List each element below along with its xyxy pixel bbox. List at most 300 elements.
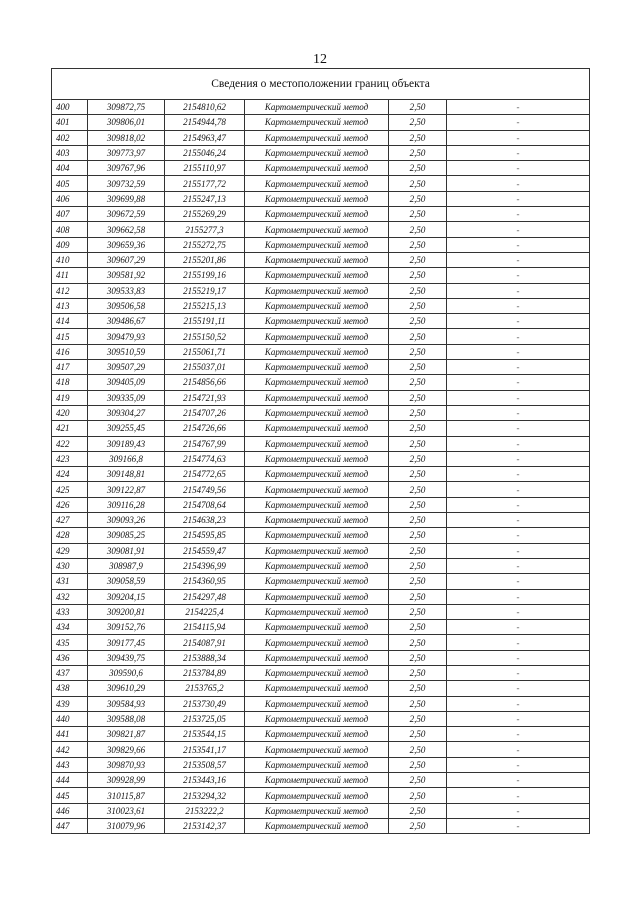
y-coordinate-cell: 2153888,34 (165, 650, 245, 665)
error-cell: 2,50 (389, 788, 447, 803)
table-row (52, 344, 590, 359)
method-cell: Картометрический метод (245, 451, 389, 466)
x-coordinate-cell: 309058,59 (88, 574, 165, 589)
point-number-cell: 409 (52, 237, 88, 252)
x-coordinate-cell: 309507,29 (88, 360, 165, 375)
error-cell: 2,50 (389, 436, 447, 451)
y-coordinate-cell: 2153730,49 (165, 696, 245, 711)
x-coordinate-cell: 309584,93 (88, 696, 165, 711)
method-cell: Картометрический метод (245, 558, 389, 573)
table-row (52, 803, 590, 818)
point-number-cell: 421 (52, 421, 88, 436)
table-row (52, 497, 590, 512)
y-coordinate-cell: 2155199,16 (165, 268, 245, 283)
table-row (52, 788, 590, 803)
method-cell: Картометрический метод (245, 115, 389, 130)
method-cell: Картометрический метод (245, 528, 389, 543)
error-cell: 2,50 (389, 191, 447, 206)
note-cell: - (447, 528, 590, 543)
method-cell: Картометрический метод (245, 467, 389, 482)
error-cell: 2,50 (389, 558, 447, 573)
error-cell: 2,50 (389, 268, 447, 283)
point-number-cell: 410 (52, 252, 88, 267)
table-row (52, 665, 590, 680)
note-cell: - (447, 191, 590, 206)
table-row (52, 161, 590, 176)
note-cell: - (447, 467, 590, 482)
table-row (52, 513, 590, 528)
table-row (52, 635, 590, 650)
point-number-cell: 411 (52, 268, 88, 283)
error-cell: 2,50 (389, 222, 447, 237)
note-cell: - (447, 589, 590, 604)
note-cell: - (447, 558, 590, 573)
point-number-cell: 447 (52, 818, 88, 833)
method-cell: Картометрический метод (245, 589, 389, 604)
y-coordinate-cell: 2154721,93 (165, 390, 245, 405)
y-coordinate-cell: 2154297,48 (165, 589, 245, 604)
y-coordinate-cell: 2153725,05 (165, 711, 245, 726)
note-cell: - (447, 252, 590, 267)
table-row (52, 268, 590, 283)
table-row (52, 115, 590, 130)
page-number: 12 (313, 52, 327, 67)
x-coordinate-cell: 309588,08 (88, 711, 165, 726)
method-cell: Картометрический метод (245, 788, 389, 803)
note-cell: - (447, 222, 590, 237)
table-title: Сведения о местоположении границ объекта (52, 69, 590, 100)
method-cell: Картометрический метод (245, 390, 389, 405)
point-number-cell: 441 (52, 727, 88, 742)
error-cell: 2,50 (389, 589, 447, 604)
table-row (52, 329, 590, 344)
error-cell: 2,50 (389, 497, 447, 512)
note-cell: - (447, 100, 590, 115)
error-cell: 2,50 (389, 665, 447, 680)
note-cell: - (447, 421, 590, 436)
error-cell: 2,50 (389, 176, 447, 191)
y-coordinate-cell: 2155219,17 (165, 283, 245, 298)
y-coordinate-cell: 2154396,99 (165, 558, 245, 573)
error-cell: 2,50 (389, 818, 447, 833)
y-coordinate-cell: 2153294,32 (165, 788, 245, 803)
x-coordinate-cell: 309405,09 (88, 375, 165, 390)
table-row (52, 773, 590, 788)
x-coordinate-cell: 309122,87 (88, 482, 165, 497)
error-cell: 2,50 (389, 773, 447, 788)
error-cell: 2,50 (389, 467, 447, 482)
x-coordinate-cell: 309166,8 (88, 451, 165, 466)
method-cell: Картометрический метод (245, 543, 389, 558)
method-cell: Картометрический метод (245, 497, 389, 512)
point-number-cell: 423 (52, 451, 88, 466)
method-cell: Картометрический метод (245, 620, 389, 635)
error-cell: 2,50 (389, 620, 447, 635)
table-row (52, 360, 590, 375)
x-coordinate-cell: 309200,81 (88, 604, 165, 619)
table-row (52, 589, 590, 604)
method-cell: Картометрический метод (245, 405, 389, 420)
x-coordinate-cell: 309699,88 (88, 191, 165, 206)
y-coordinate-cell: 2155272,75 (165, 237, 245, 252)
table-row (52, 757, 590, 772)
x-coordinate-cell: 309590,6 (88, 665, 165, 680)
method-cell: Картометрический метод (245, 344, 389, 359)
y-coordinate-cell: 2155150,52 (165, 329, 245, 344)
x-coordinate-cell: 309821,87 (88, 727, 165, 742)
note-cell: - (447, 298, 590, 313)
table-row (52, 742, 590, 757)
point-number-cell: 420 (52, 405, 88, 420)
point-number-cell: 415 (52, 329, 88, 344)
point-number-cell: 432 (52, 589, 88, 604)
table-row (52, 222, 590, 237)
table-row (52, 237, 590, 252)
y-coordinate-cell: 2153222,2 (165, 803, 245, 818)
table-row (52, 298, 590, 313)
point-number-cell: 428 (52, 528, 88, 543)
point-number-cell: 440 (52, 711, 88, 726)
method-cell: Картометрический метод (245, 818, 389, 833)
y-coordinate-cell: 2154726,66 (165, 421, 245, 436)
method-cell: Картометрический метод (245, 161, 389, 176)
method-cell: Картометрический метод (245, 130, 389, 145)
table-row (52, 818, 590, 833)
table-row (52, 100, 590, 115)
error-cell: 2,50 (389, 543, 447, 558)
table-row (52, 390, 590, 405)
x-coordinate-cell: 309439,75 (88, 650, 165, 665)
error-cell: 2,50 (389, 421, 447, 436)
point-number-cell: 442 (52, 742, 88, 757)
y-coordinate-cell: 2153784,89 (165, 665, 245, 680)
point-number-cell: 404 (52, 161, 88, 176)
error-cell: 2,50 (389, 375, 447, 390)
error-cell: 2,50 (389, 207, 447, 222)
note-cell: - (447, 773, 590, 788)
table-row (52, 482, 590, 497)
point-number-cell: 435 (52, 635, 88, 650)
x-coordinate-cell: 309255,45 (88, 421, 165, 436)
method-cell: Картометрический метод (245, 421, 389, 436)
error-cell: 2,50 (389, 803, 447, 818)
method-cell: Картометрический метод (245, 100, 389, 115)
table-row (52, 176, 590, 191)
error-cell: 2,50 (389, 314, 447, 329)
y-coordinate-cell: 2154559,47 (165, 543, 245, 558)
x-coordinate-cell: 309148,81 (88, 467, 165, 482)
y-coordinate-cell: 2155110,97 (165, 161, 245, 176)
error-cell: 2,50 (389, 237, 447, 252)
y-coordinate-cell: 2154225,4 (165, 604, 245, 619)
method-cell: Картометрический метод (245, 283, 389, 298)
x-coordinate-cell: 309116,28 (88, 497, 165, 512)
error-cell: 2,50 (389, 360, 447, 375)
table-row (52, 252, 590, 267)
note-cell: - (447, 482, 590, 497)
note-cell: - (447, 405, 590, 420)
table-row (52, 145, 590, 160)
table-row (52, 558, 590, 573)
error-cell: 2,50 (389, 283, 447, 298)
x-coordinate-cell: 309773,97 (88, 145, 165, 160)
y-coordinate-cell: 2154360,95 (165, 574, 245, 589)
y-coordinate-cell: 2155247,13 (165, 191, 245, 206)
method-cell: Картометрический метод (245, 482, 389, 497)
x-coordinate-cell: 309581,92 (88, 268, 165, 283)
y-coordinate-cell: 2153765,2 (165, 681, 245, 696)
x-coordinate-cell: 309486,67 (88, 314, 165, 329)
table-row (52, 696, 590, 711)
error-cell: 2,50 (389, 405, 447, 420)
note-cell: - (447, 207, 590, 222)
table-row (52, 727, 590, 742)
error-cell: 2,50 (389, 742, 447, 757)
y-coordinate-cell: 2155269,29 (165, 207, 245, 222)
point-number-cell: 430 (52, 558, 88, 573)
y-coordinate-cell: 2154944,78 (165, 115, 245, 130)
method-cell: Картометрический метод (245, 803, 389, 818)
note-cell: - (447, 742, 590, 757)
x-coordinate-cell: 310023,61 (88, 803, 165, 818)
note-cell: - (447, 543, 590, 558)
y-coordinate-cell: 2154767,99 (165, 436, 245, 451)
x-coordinate-cell: 309204,15 (88, 589, 165, 604)
x-coordinate-cell: 309662,58 (88, 222, 165, 237)
error-cell: 2,50 (389, 298, 447, 313)
point-number-cell: 443 (52, 757, 88, 772)
y-coordinate-cell: 2154707,26 (165, 405, 245, 420)
method-cell: Картометрический метод (245, 176, 389, 191)
point-number-cell: 417 (52, 360, 88, 375)
table-row (52, 574, 590, 589)
note-cell: - (447, 711, 590, 726)
point-number-cell: 436 (52, 650, 88, 665)
method-cell: Картометрический метод (245, 329, 389, 344)
note-cell: - (447, 788, 590, 803)
note-cell: - (447, 390, 590, 405)
x-coordinate-cell: 309510,59 (88, 344, 165, 359)
table-row (52, 711, 590, 726)
point-number-cell: 401 (52, 115, 88, 130)
error-cell: 2,50 (389, 161, 447, 176)
y-coordinate-cell: 2155201,86 (165, 252, 245, 267)
point-number-cell: 413 (52, 298, 88, 313)
table-row (52, 421, 590, 436)
note-cell: - (447, 237, 590, 252)
point-number-cell: 416 (52, 344, 88, 359)
y-coordinate-cell: 2154963,47 (165, 130, 245, 145)
note-cell: - (447, 727, 590, 742)
y-coordinate-cell: 2155215,13 (165, 298, 245, 313)
x-coordinate-cell: 309085,25 (88, 528, 165, 543)
method-cell: Картометрический метод (245, 635, 389, 650)
note-cell: - (447, 268, 590, 283)
boundary-points-table (51, 68, 590, 834)
error-cell: 2,50 (389, 681, 447, 696)
note-cell: - (447, 176, 590, 191)
x-coordinate-cell: 309335,09 (88, 390, 165, 405)
note-cell: - (447, 803, 590, 818)
method-cell: Картометрический метод (245, 375, 389, 390)
method-cell: Картометрический метод (245, 237, 389, 252)
method-cell: Картометрический метод (245, 436, 389, 451)
error-cell: 2,50 (389, 482, 447, 497)
table-row (52, 130, 590, 145)
table-row (52, 375, 590, 390)
method-cell: Картометрический метод (245, 207, 389, 222)
error-cell: 2,50 (389, 711, 447, 726)
point-number-cell: 424 (52, 467, 88, 482)
method-cell: Картометрический метод (245, 298, 389, 313)
point-number-cell: 429 (52, 543, 88, 558)
error-cell: 2,50 (389, 727, 447, 742)
y-coordinate-cell: 2155277,3 (165, 222, 245, 237)
y-coordinate-cell: 2153142,37 (165, 818, 245, 833)
table-row (52, 207, 590, 222)
y-coordinate-cell: 2153508,57 (165, 757, 245, 772)
x-coordinate-cell: 309607,29 (88, 252, 165, 267)
table-row (52, 681, 590, 696)
note-cell: - (447, 696, 590, 711)
note-cell: - (447, 665, 590, 680)
note-cell: - (447, 620, 590, 635)
note-cell: - (447, 757, 590, 772)
y-coordinate-cell: 2154774,63 (165, 451, 245, 466)
error-cell: 2,50 (389, 604, 447, 619)
method-cell: Картометрический метод (245, 696, 389, 711)
note-cell: - (447, 818, 590, 833)
point-number-cell: 446 (52, 803, 88, 818)
y-coordinate-cell: 2154708,64 (165, 497, 245, 512)
method-cell: Картометрический метод (245, 711, 389, 726)
y-coordinate-cell: 2154749,56 (165, 482, 245, 497)
point-number-cell: 419 (52, 390, 88, 405)
x-coordinate-cell: 309610,29 (88, 681, 165, 696)
x-coordinate-cell: 308987,9 (88, 558, 165, 573)
x-coordinate-cell: 309928,99 (88, 773, 165, 788)
point-number-cell: 439 (52, 696, 88, 711)
table-row (52, 604, 590, 619)
method-cell: Картометрический метод (245, 513, 389, 528)
table-header-row (52, 69, 590, 100)
y-coordinate-cell: 2153443,16 (165, 773, 245, 788)
error-cell: 2,50 (389, 528, 447, 543)
note-cell: - (447, 329, 590, 344)
error-cell: 2,50 (389, 451, 447, 466)
method-cell: Картометрический метод (245, 145, 389, 160)
point-number-cell: 422 (52, 436, 88, 451)
x-coordinate-cell: 309732,59 (88, 176, 165, 191)
note-cell: - (447, 145, 590, 160)
method-cell: Картометрический метод (245, 757, 389, 772)
x-coordinate-cell: 309189,43 (88, 436, 165, 451)
x-coordinate-cell: 309177,45 (88, 635, 165, 650)
point-number-cell: 418 (52, 375, 88, 390)
y-coordinate-cell: 2153544,15 (165, 727, 245, 742)
error-cell: 2,50 (389, 115, 447, 130)
error-cell: 2,50 (389, 574, 447, 589)
x-coordinate-cell: 309506,58 (88, 298, 165, 313)
table-row (52, 620, 590, 635)
table-row (52, 528, 590, 543)
table-row (52, 191, 590, 206)
point-number-cell: 438 (52, 681, 88, 696)
x-coordinate-cell: 309479,93 (88, 329, 165, 344)
method-cell: Картометрический метод (245, 604, 389, 619)
error-cell: 2,50 (389, 757, 447, 772)
x-coordinate-cell: 309872,75 (88, 100, 165, 115)
x-coordinate-cell: 309533,83 (88, 283, 165, 298)
note-cell: - (447, 650, 590, 665)
note-cell: - (447, 451, 590, 466)
method-cell: Картометрический метод (245, 268, 389, 283)
method-cell: Картометрический метод (245, 191, 389, 206)
y-coordinate-cell: 2154087,91 (165, 635, 245, 650)
y-coordinate-cell: 2154595,85 (165, 528, 245, 543)
table-row (52, 405, 590, 420)
method-cell: Картометрический метод (245, 742, 389, 757)
x-coordinate-cell: 309870,93 (88, 757, 165, 772)
y-coordinate-cell: 2155061,71 (165, 344, 245, 359)
x-coordinate-cell: 310079,96 (88, 818, 165, 833)
x-coordinate-cell: 309806,01 (88, 115, 165, 130)
table-row (52, 314, 590, 329)
y-coordinate-cell: 2154638,23 (165, 513, 245, 528)
y-coordinate-cell: 2155037,01 (165, 360, 245, 375)
point-number-cell: 444 (52, 773, 88, 788)
method-cell: Картометрический метод (245, 773, 389, 788)
error-cell: 2,50 (389, 390, 447, 405)
method-cell: Картометрический метод (245, 574, 389, 589)
error-cell: 2,50 (389, 344, 447, 359)
note-cell: - (447, 375, 590, 390)
method-cell: Картометрический метод (245, 360, 389, 375)
table-row (52, 436, 590, 451)
error-cell: 2,50 (389, 329, 447, 344)
x-coordinate-cell: 309304,27 (88, 405, 165, 420)
x-coordinate-cell: 309818,02 (88, 130, 165, 145)
point-number-cell: 405 (52, 176, 88, 191)
error-cell: 2,50 (389, 650, 447, 665)
point-number-cell: 425 (52, 482, 88, 497)
method-cell: Картометрический метод (245, 727, 389, 742)
note-cell: - (447, 497, 590, 512)
note-cell: - (447, 681, 590, 696)
point-number-cell: 408 (52, 222, 88, 237)
point-number-cell: 407 (52, 207, 88, 222)
method-cell: Картометрический метод (245, 665, 389, 680)
table-row (52, 467, 590, 482)
point-number-cell: 403 (52, 145, 88, 160)
point-number-cell: 434 (52, 620, 88, 635)
method-cell: Картометрический метод (245, 314, 389, 329)
error-cell: 2,50 (389, 635, 447, 650)
error-cell: 2,50 (389, 252, 447, 267)
note-cell: - (447, 314, 590, 329)
x-coordinate-cell: 309672,59 (88, 207, 165, 222)
y-coordinate-cell: 2155046,24 (165, 145, 245, 160)
y-coordinate-cell: 2154772,65 (165, 467, 245, 482)
point-number-cell: 433 (52, 604, 88, 619)
point-number-cell: 406 (52, 191, 88, 206)
point-number-cell: 427 (52, 513, 88, 528)
x-coordinate-cell: 309829,66 (88, 742, 165, 757)
note-cell: - (447, 360, 590, 375)
point-number-cell: 431 (52, 574, 88, 589)
note-cell: - (447, 604, 590, 619)
method-cell: Картометрический метод (245, 681, 389, 696)
